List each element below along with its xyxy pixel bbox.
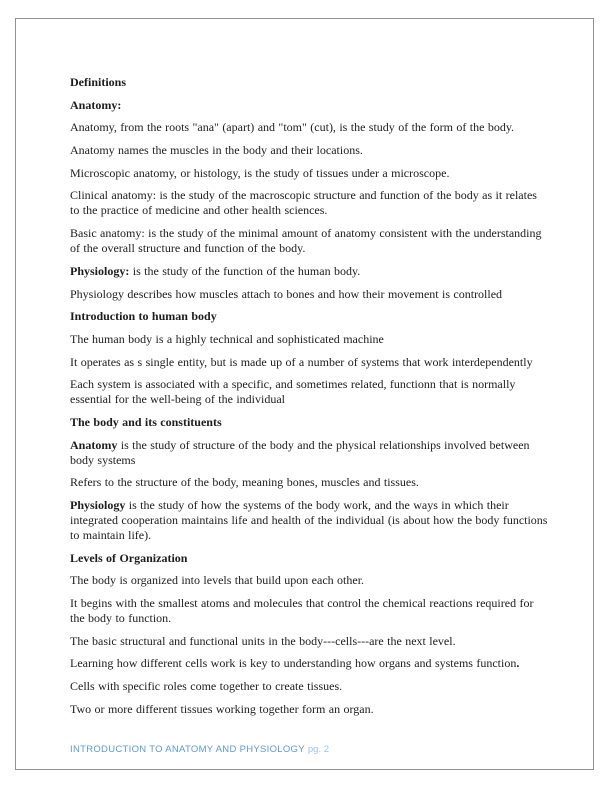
text-run: The body is organized into levels that build upon each other. — [70, 573, 365, 588]
bold-text-run: Introduction to human body — [70, 309, 217, 324]
section-heading — [70, 98, 548, 113]
section-heading — [70, 75, 548, 90]
bold-text-run: Physiology: — [70, 263, 130, 278]
paragraph — [70, 656, 548, 671]
paragraph — [70, 264, 548, 279]
text-run: is the study of structure of the body and the physical relationships involved between body systems — [70, 437, 530, 467]
text-run: It begins with the smallest atoms and molecules that control the chemical reactions required for the body to function. — [70, 596, 534, 626]
paragraph — [70, 679, 548, 694]
footer-title: INTRODUCTION TO ANATOMY AND PHYSIOLOGY — [70, 744, 305, 755]
section-heading — [70, 551, 548, 566]
paragraph — [70, 634, 548, 649]
bold-text-run: Anatomy — [70, 437, 118, 452]
text-run: Cells with specific roles come together to create tissues. — [70, 679, 343, 694]
text-run: Each system is associated with a specific, and sometimes related, functionn that is normally essential for the well-being of the individual — [70, 377, 516, 407]
footer-page-number: pg. 2 — [307, 744, 330, 755]
bold-text-run: Anatomy: — [70, 97, 122, 112]
text-run: Learning how different cells work is key to understanding how organs and systems function — [70, 656, 517, 671]
paragraph — [70, 498, 548, 543]
section-heading — [70, 309, 548, 324]
text-run: It operates as s single entity, but is made up of a number of systems that work interdependently — [70, 354, 533, 369]
paragraph — [70, 143, 548, 158]
text-run: The basic structural and functional units in the body---cells---are the next level. — [70, 633, 456, 648]
text-run: Two or more different tissues working together form an organ. — [70, 701, 374, 716]
section-heading — [70, 415, 548, 430]
text-run: is the study of how the systems of the body work, and the ways in which their integrated cooperation maintains life and health of the individual (is about how the body functions to maintain life). — [70, 498, 548, 542]
paragraph — [70, 438, 548, 468]
text-run: Anatomy names the muscles in the body and their locations. — [70, 143, 363, 158]
text-run: Clinical anatomy: is the study of the macroscopic structure and function of the body as it relates to the practice of medicine and other health sciences. — [70, 188, 537, 218]
paragraph — [70, 166, 548, 181]
bold-text-run: Definitions — [70, 75, 127, 89]
paragraph — [70, 355, 548, 370]
text-run: Refers to the structure of the body, meaning bones, muscles and tissues. — [70, 475, 419, 490]
paragraph — [70, 377, 548, 407]
text-run: Anatomy, from the roots "ana" (apart) and "tom" (cut), is the study of the form of the body. — [70, 120, 515, 135]
document-body — [16, 19, 593, 717]
text-run: Physiology describes how muscles attach to bones and how their movement is controlled — [70, 286, 503, 301]
paragraph — [70, 287, 548, 302]
paragraph — [70, 573, 548, 588]
text-run: Basic anatomy: is the study of the minimal amount of anatomy consistent with the understanding of the overall structure and function of the body. — [70, 226, 542, 256]
paragraph — [70, 226, 548, 256]
paragraph — [70, 596, 548, 626]
text-run: is the study of the function of the human body. — [129, 263, 361, 278]
text-run: The human body is a highly technical and sophisticated machine — [70, 331, 384, 346]
bold-text-run: . — [516, 656, 520, 671]
paragraph — [70, 188, 548, 218]
bold-text-run: The body and its constituents — [70, 414, 222, 429]
document-page — [15, 18, 594, 770]
paragraph — [70, 475, 548, 490]
paragraph — [70, 120, 548, 135]
bold-text-run: Levels of Organization — [70, 550, 188, 565]
bold-text-run: Physiology — [70, 498, 126, 512]
paragraph — [70, 332, 548, 347]
paragraph — [70, 702, 548, 717]
page-footer — [70, 739, 329, 757]
text-run: Microscopic anatomy, or histology, is the study of tissues under a microscope. — [70, 165, 450, 180]
